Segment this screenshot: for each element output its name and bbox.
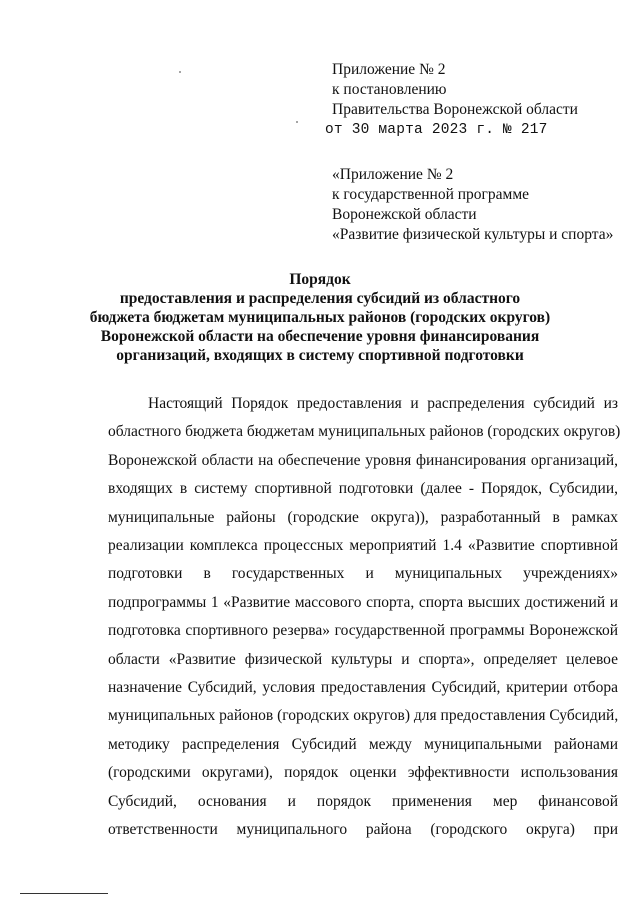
title-line: бюджета бюджетам муниципальных районов (городских округов) (89, 309, 551, 326)
body-line: области «Развитие физической культуры и спорта», определяет целевое (108, 650, 618, 668)
body-line: подготовка спортивного резерва» государственной программы Воронежской (108, 622, 618, 640)
body-line: муниципальных районов (городских округов) для предоставления Субсидий, (108, 707, 619, 725)
scan-speck (179, 71, 181, 73)
appendix-line: Приложение № 2 (332, 61, 446, 78)
program-appendix-header (332, 165, 613, 245)
appendix-line: к постановлению (332, 81, 447, 98)
title-line: Воронежской области на обеспечение уровня финансирования (100, 328, 540, 345)
program-appendix-line: «Развитие физической культуры и спорта» (332, 226, 614, 243)
scan-speck (296, 121, 298, 123)
body-line: областного бюджета бюджетам муниципальных районов (городских округов) (108, 423, 621, 441)
appendix-header (325, 60, 578, 140)
body-paragraph (108, 390, 621, 845)
body-line: назначение Субсидий, условия предоставления Субсидий, критерии отбора (108, 679, 618, 697)
document-title (60, 270, 580, 365)
body-line: входящих в систему спортивной подготовки (далее - Порядок, Субсидии, (108, 480, 618, 498)
title-line: Порядок (289, 271, 351, 288)
body-line: реализации комплекса процессных мероприятий 1.4 «Развитие спортивной (108, 537, 618, 555)
program-appendix-line: Воронежской области (332, 206, 477, 223)
appendix-line: Правительства Воронежской области (332, 101, 578, 118)
decree-date-stamp: от 30 марта 2023 г. № 217 (325, 122, 548, 138)
body-line: ответственности муниципального района (городского округа) при (108, 821, 618, 839)
body-line: подпрограммы 1 «Развитие массового спорта, спорта высших достижений и (108, 593, 618, 611)
body-line: Субсидий, основания и порядок применения мер финансовой (108, 792, 618, 810)
footnote-divider (20, 893, 108, 894)
title-line: организаций, входящих в систему спортивной подготовки (116, 347, 524, 364)
program-appendix-line: к государственной программе (332, 186, 530, 203)
body-line: муниципальные районы (городские округа)), разработанный в рамках (108, 508, 618, 526)
body-line: подготовки в государственных и муниципальных учреждениях» (108, 565, 618, 583)
body-line: Настоящий Порядок предоставления и распределения субсидий из (148, 395, 618, 412)
program-appendix-line: «Приложение № 2 (332, 166, 454, 183)
body-line: (городскими округами), порядок оценки эффективности использования (108, 764, 618, 782)
body-line: Воронежской области на обеспечение уровня финансирования организаций, (108, 451, 618, 469)
title-line: предоставления и распределения субсидий из областного (119, 290, 521, 307)
body-line: методику распределения Субсидий между муниципальными районами (108, 735, 618, 753)
